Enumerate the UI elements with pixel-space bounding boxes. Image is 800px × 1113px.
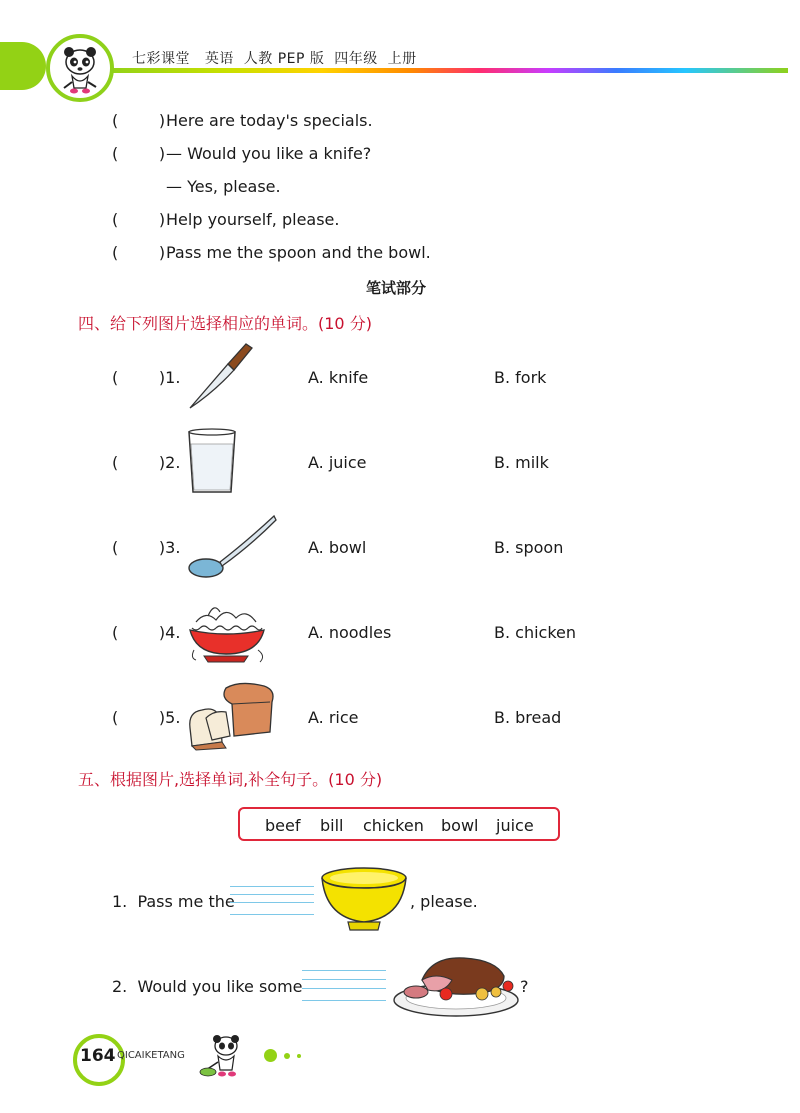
- write-line: [302, 1000, 386, 1001]
- sentence-1-answer-lines[interactable]: [230, 884, 314, 916]
- question-number[interactable]: ( )4.: [112, 623, 181, 642]
- knife-icon: [184, 342, 256, 412]
- write-line: [302, 970, 386, 971]
- page-number: 164: [80, 1046, 116, 1066]
- sentence-1-prefix: 1. Pass me the: [112, 892, 235, 911]
- written-part-title: 笔试部分: [366, 279, 427, 297]
- footer-brand: QICAIKETANG: [117, 1050, 185, 1061]
- option-b[interactable]: B. fork: [494, 368, 547, 387]
- write-line: [230, 886, 314, 887]
- header-title: 七彩课堂 英语 人教 PEP 版 四年级 上册: [132, 51, 417, 67]
- noodles-icon: [186, 598, 268, 666]
- sentence-2-suffix: ?: [520, 977, 529, 996]
- question-number[interactable]: ( )1.: [112, 368, 181, 387]
- option-a[interactable]: A. juice: [308, 453, 367, 472]
- decorative-dot: [297, 1054, 301, 1058]
- answer-paren[interactable]: ( ): [112, 111, 166, 130]
- spoon-icon: [186, 512, 278, 582]
- listening-item-3: Help yourself, please.: [166, 210, 340, 229]
- question-number[interactable]: ( )3.: [112, 538, 181, 557]
- write-line: [230, 914, 314, 915]
- option-a[interactable]: A. noodles: [308, 623, 392, 642]
- option-a[interactable]: A. knife: [308, 368, 369, 387]
- write-line: [302, 979, 386, 980]
- write-line: [230, 902, 314, 903]
- sentence-1-suffix: , please.: [410, 892, 478, 911]
- sentence-2-answer-lines[interactable]: [302, 968, 386, 1002]
- question-number[interactable]: ( )2.: [112, 453, 181, 472]
- answer-paren[interactable]: ( ): [112, 243, 166, 262]
- option-b[interactable]: B. milk: [494, 453, 549, 472]
- header-green-tab: [0, 42, 46, 90]
- write-line: [302, 988, 386, 989]
- word-bank-item: juice: [496, 816, 534, 835]
- word-bank-item: chicken: [363, 816, 424, 835]
- decorative-dot: [284, 1053, 290, 1059]
- sentence-2-prefix: 2. Would you like some: [112, 977, 303, 996]
- word-bank-item: bowl: [441, 816, 479, 835]
- option-a[interactable]: A. rice: [308, 708, 359, 727]
- listening-item-1: Here are today's specials.: [166, 111, 373, 130]
- word-bank-item: beef: [265, 816, 301, 835]
- panda-mascot-icon: [198, 1030, 252, 1080]
- listening-item-4: Pass me the spoon and the bowl.: [166, 243, 431, 262]
- section-5-heading: 五、根据图片,选择单词,补全句子。(10 分): [78, 770, 383, 789]
- beef-plate-icon: [392, 950, 520, 1020]
- bread-icon: [186, 682, 278, 752]
- option-b[interactable]: B. spoon: [494, 538, 564, 557]
- answer-paren[interactable]: ( ): [112, 144, 166, 163]
- panda-mascot-icon: [50, 38, 110, 98]
- mascot-badge: [46, 34, 114, 102]
- option-b[interactable]: B. chicken: [494, 623, 577, 642]
- decorative-dot: [264, 1049, 277, 1062]
- word-bank-item: bill: [320, 816, 344, 835]
- listening-item-2-reply: — Yes, please.: [166, 177, 281, 196]
- section-4-heading: 四、给下列图片选择相应的单词。(10 分): [78, 314, 372, 333]
- write-line: [230, 894, 314, 895]
- bowl-icon: [318, 864, 410, 932]
- option-a[interactable]: A. bowl: [308, 538, 367, 557]
- question-number[interactable]: ( )5.: [112, 708, 181, 727]
- listening-item-2: — Would you like a knife?: [166, 144, 372, 163]
- option-b[interactable]: B. bread: [494, 708, 562, 727]
- glass-of-milk-icon: [186, 428, 238, 496]
- header-rainbow-bar: [102, 68, 788, 73]
- answer-paren[interactable]: ( ): [112, 210, 166, 229]
